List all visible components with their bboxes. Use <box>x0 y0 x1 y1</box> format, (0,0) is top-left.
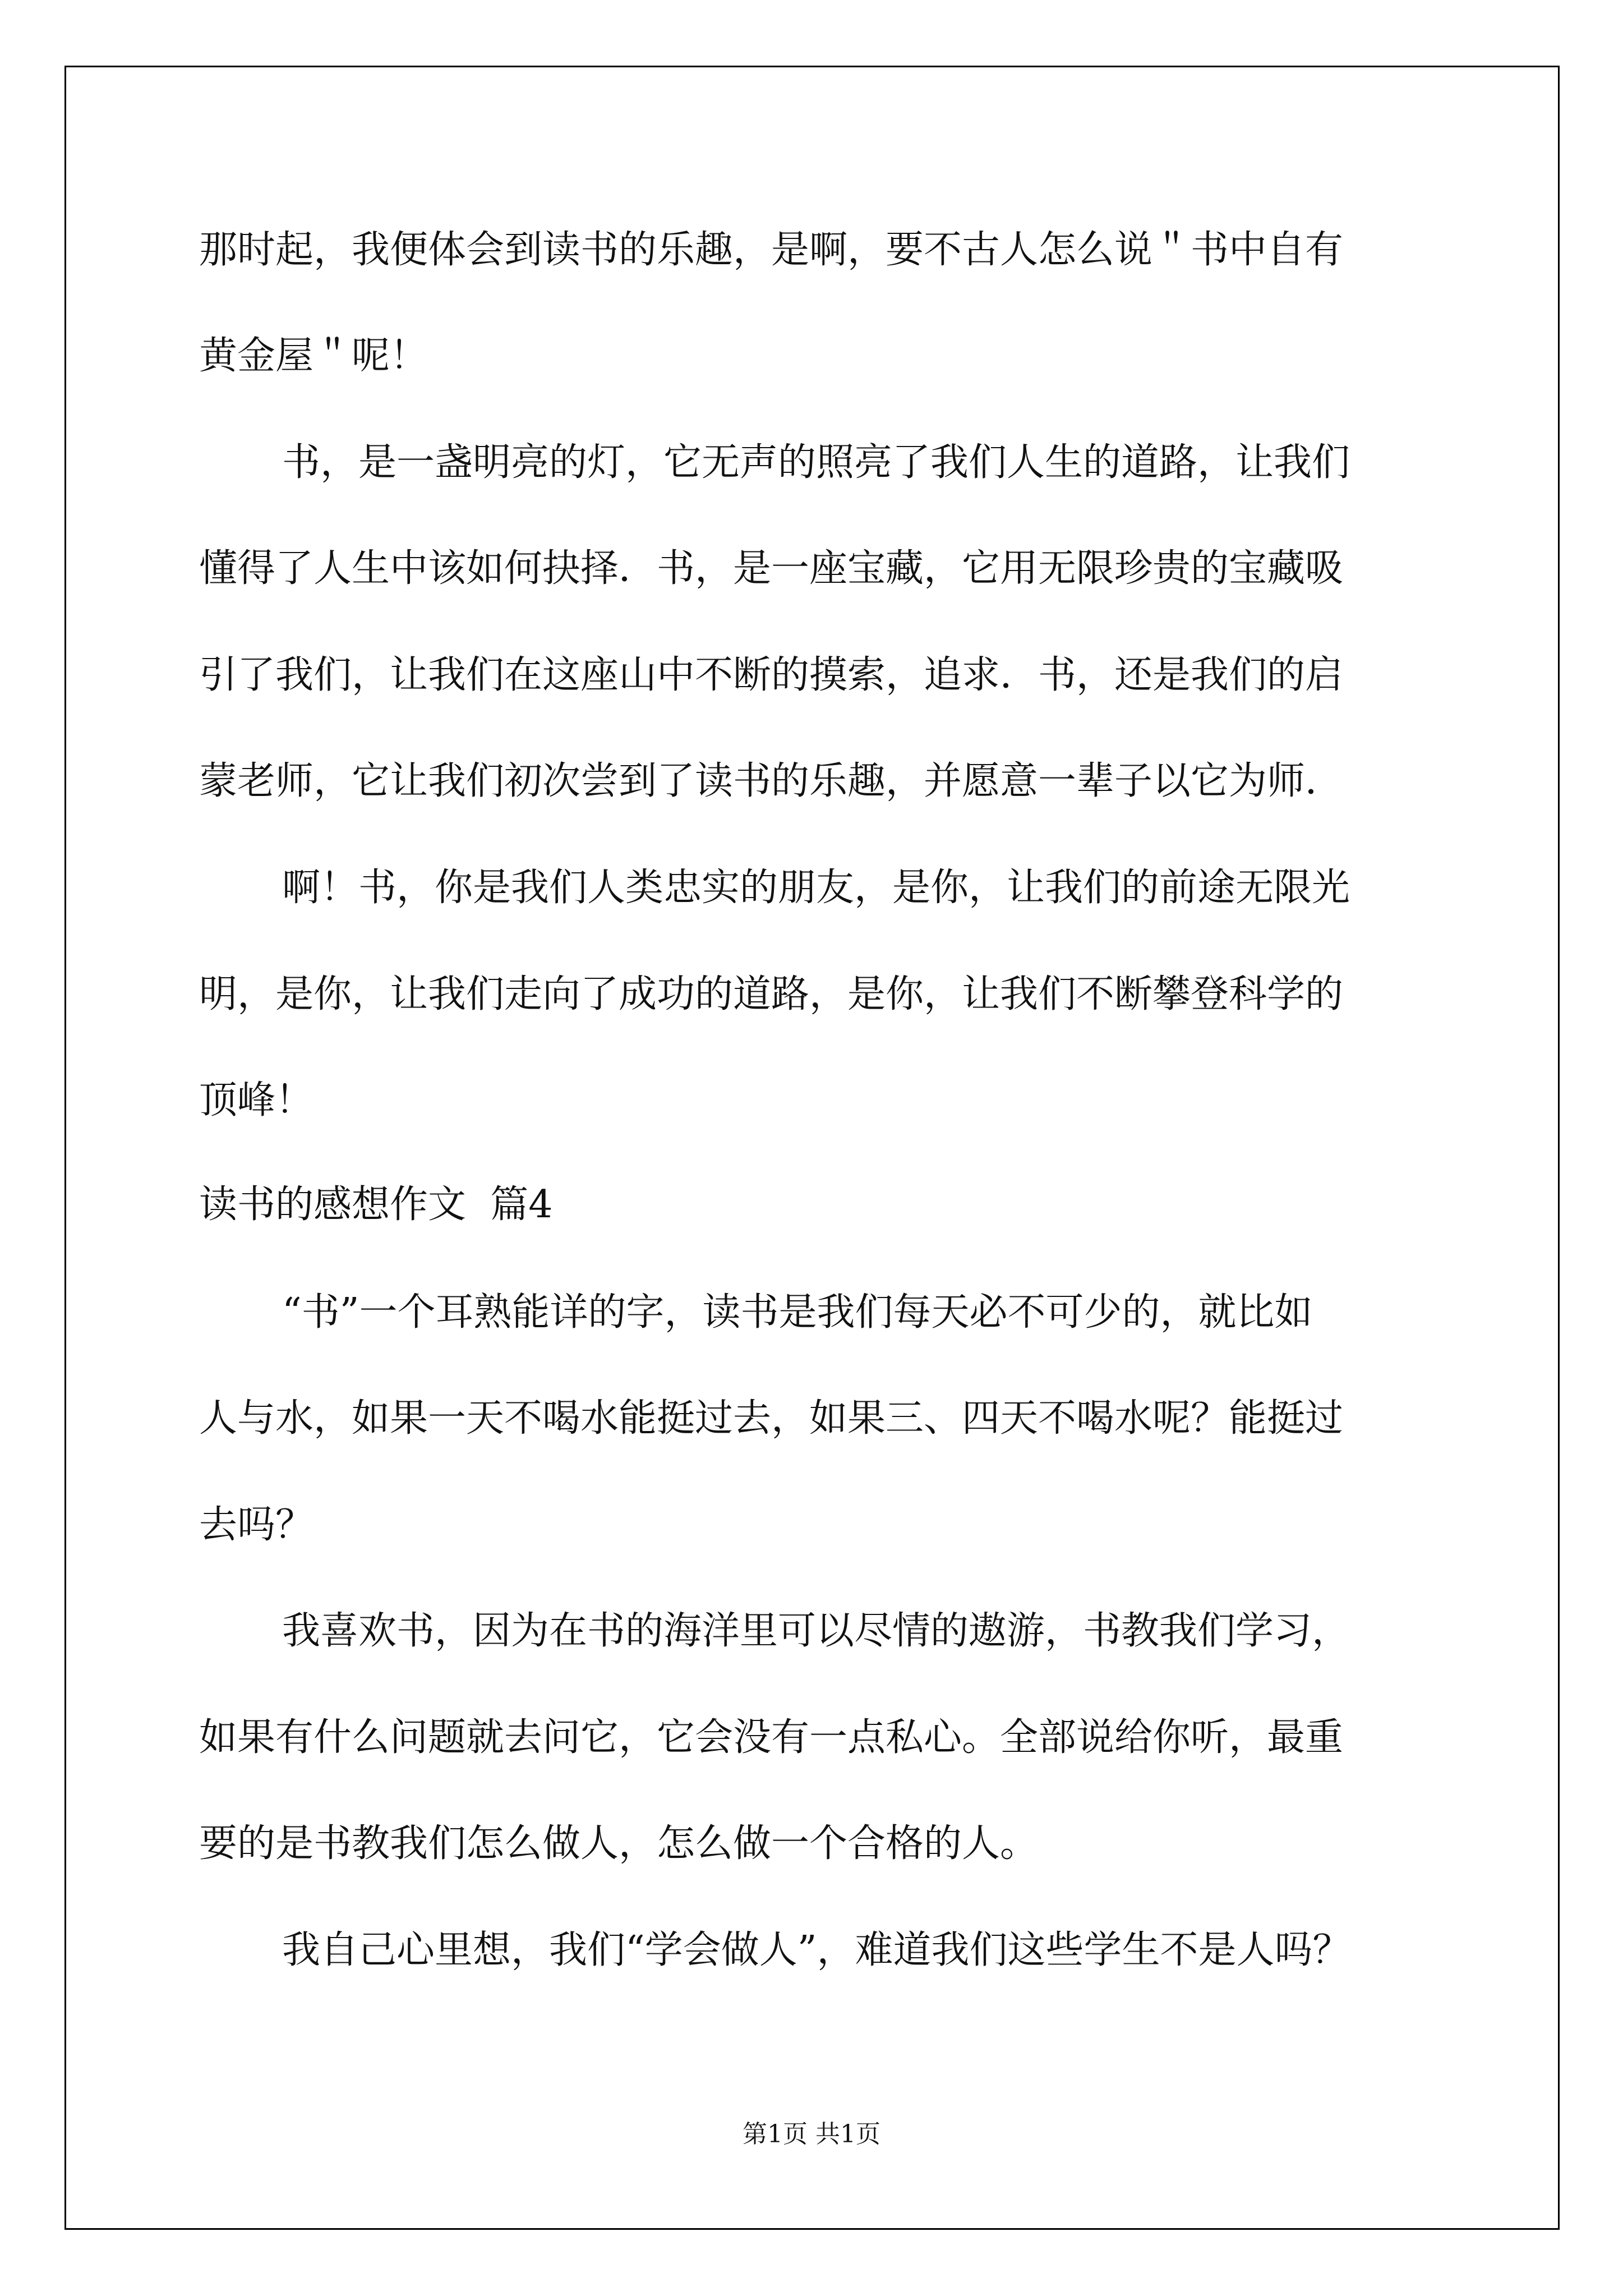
paragraph-line: 明，是你，让我们走向了成功的道路，是你，让我们不断攀登科学的 <box>199 972 1344 1016</box>
paragraph-line: 顶峰！ <box>199 1078 314 1122</box>
paragraph-line: 蒙老师，它让我们初次尝到了读书的乐趣，并愿意一辈子以它为师． <box>199 759 1344 803</box>
paragraph-line: 懂得了人生中该如何抉择．书，是一座宝藏，它用无限珍贵的宝藏吸 <box>199 546 1344 591</box>
section-heading: 读书的感想作文 篇4 <box>199 1182 553 1227</box>
paragraph-line: 我自己心里想，我们“学会做人”，难道我们这些学生不是人吗？ <box>282 1928 1351 1972</box>
paragraph-line: 那时起，我便体会到读书的乐趣，是啊，要不古人怎么说＂书中自有 <box>199 228 1344 272</box>
paragraph-line: 人与水，如果一天不喝水能挺过去，如果三、四天不喝水呢？能挺过 <box>199 1396 1344 1441</box>
paragraph-line: “书”一个耳熟能详的字，读书是我们每天必不可少的，就比如 <box>282 1290 1313 1335</box>
paragraph-line: 要的是书教我们怎么做人，怎么做一个合格的人。 <box>199 1821 1039 1866</box>
page-border <box>64 66 1560 2230</box>
paragraph-line: 黄金屋＂呢！ <box>199 334 428 378</box>
paragraph-line: 啊！书，你是我们人类忠实的朋友，是你，让我们的前途无限光 <box>282 866 1350 910</box>
paragraph-line: 去吗？ <box>199 1503 314 1547</box>
paragraph-line: 如果有什么问题就去问它，它会没有一点私心。全部说给你听，最重 <box>199 1715 1344 1760</box>
page-number-footer: 第1页 共1页 <box>743 2120 880 2148</box>
paragraph-line: 引了我们，让我们在这座山中不断的摸索，追求．书，还是我们的启 <box>199 653 1344 697</box>
paragraph-line: 书，是一盏明亮的灯，它无声的照亮了我们人生的道路，让我们 <box>282 440 1350 485</box>
paragraph-line: 我喜欢书，因为在书的海洋里可以尽情的遨游，书教我们学习， <box>282 1609 1350 1653</box>
